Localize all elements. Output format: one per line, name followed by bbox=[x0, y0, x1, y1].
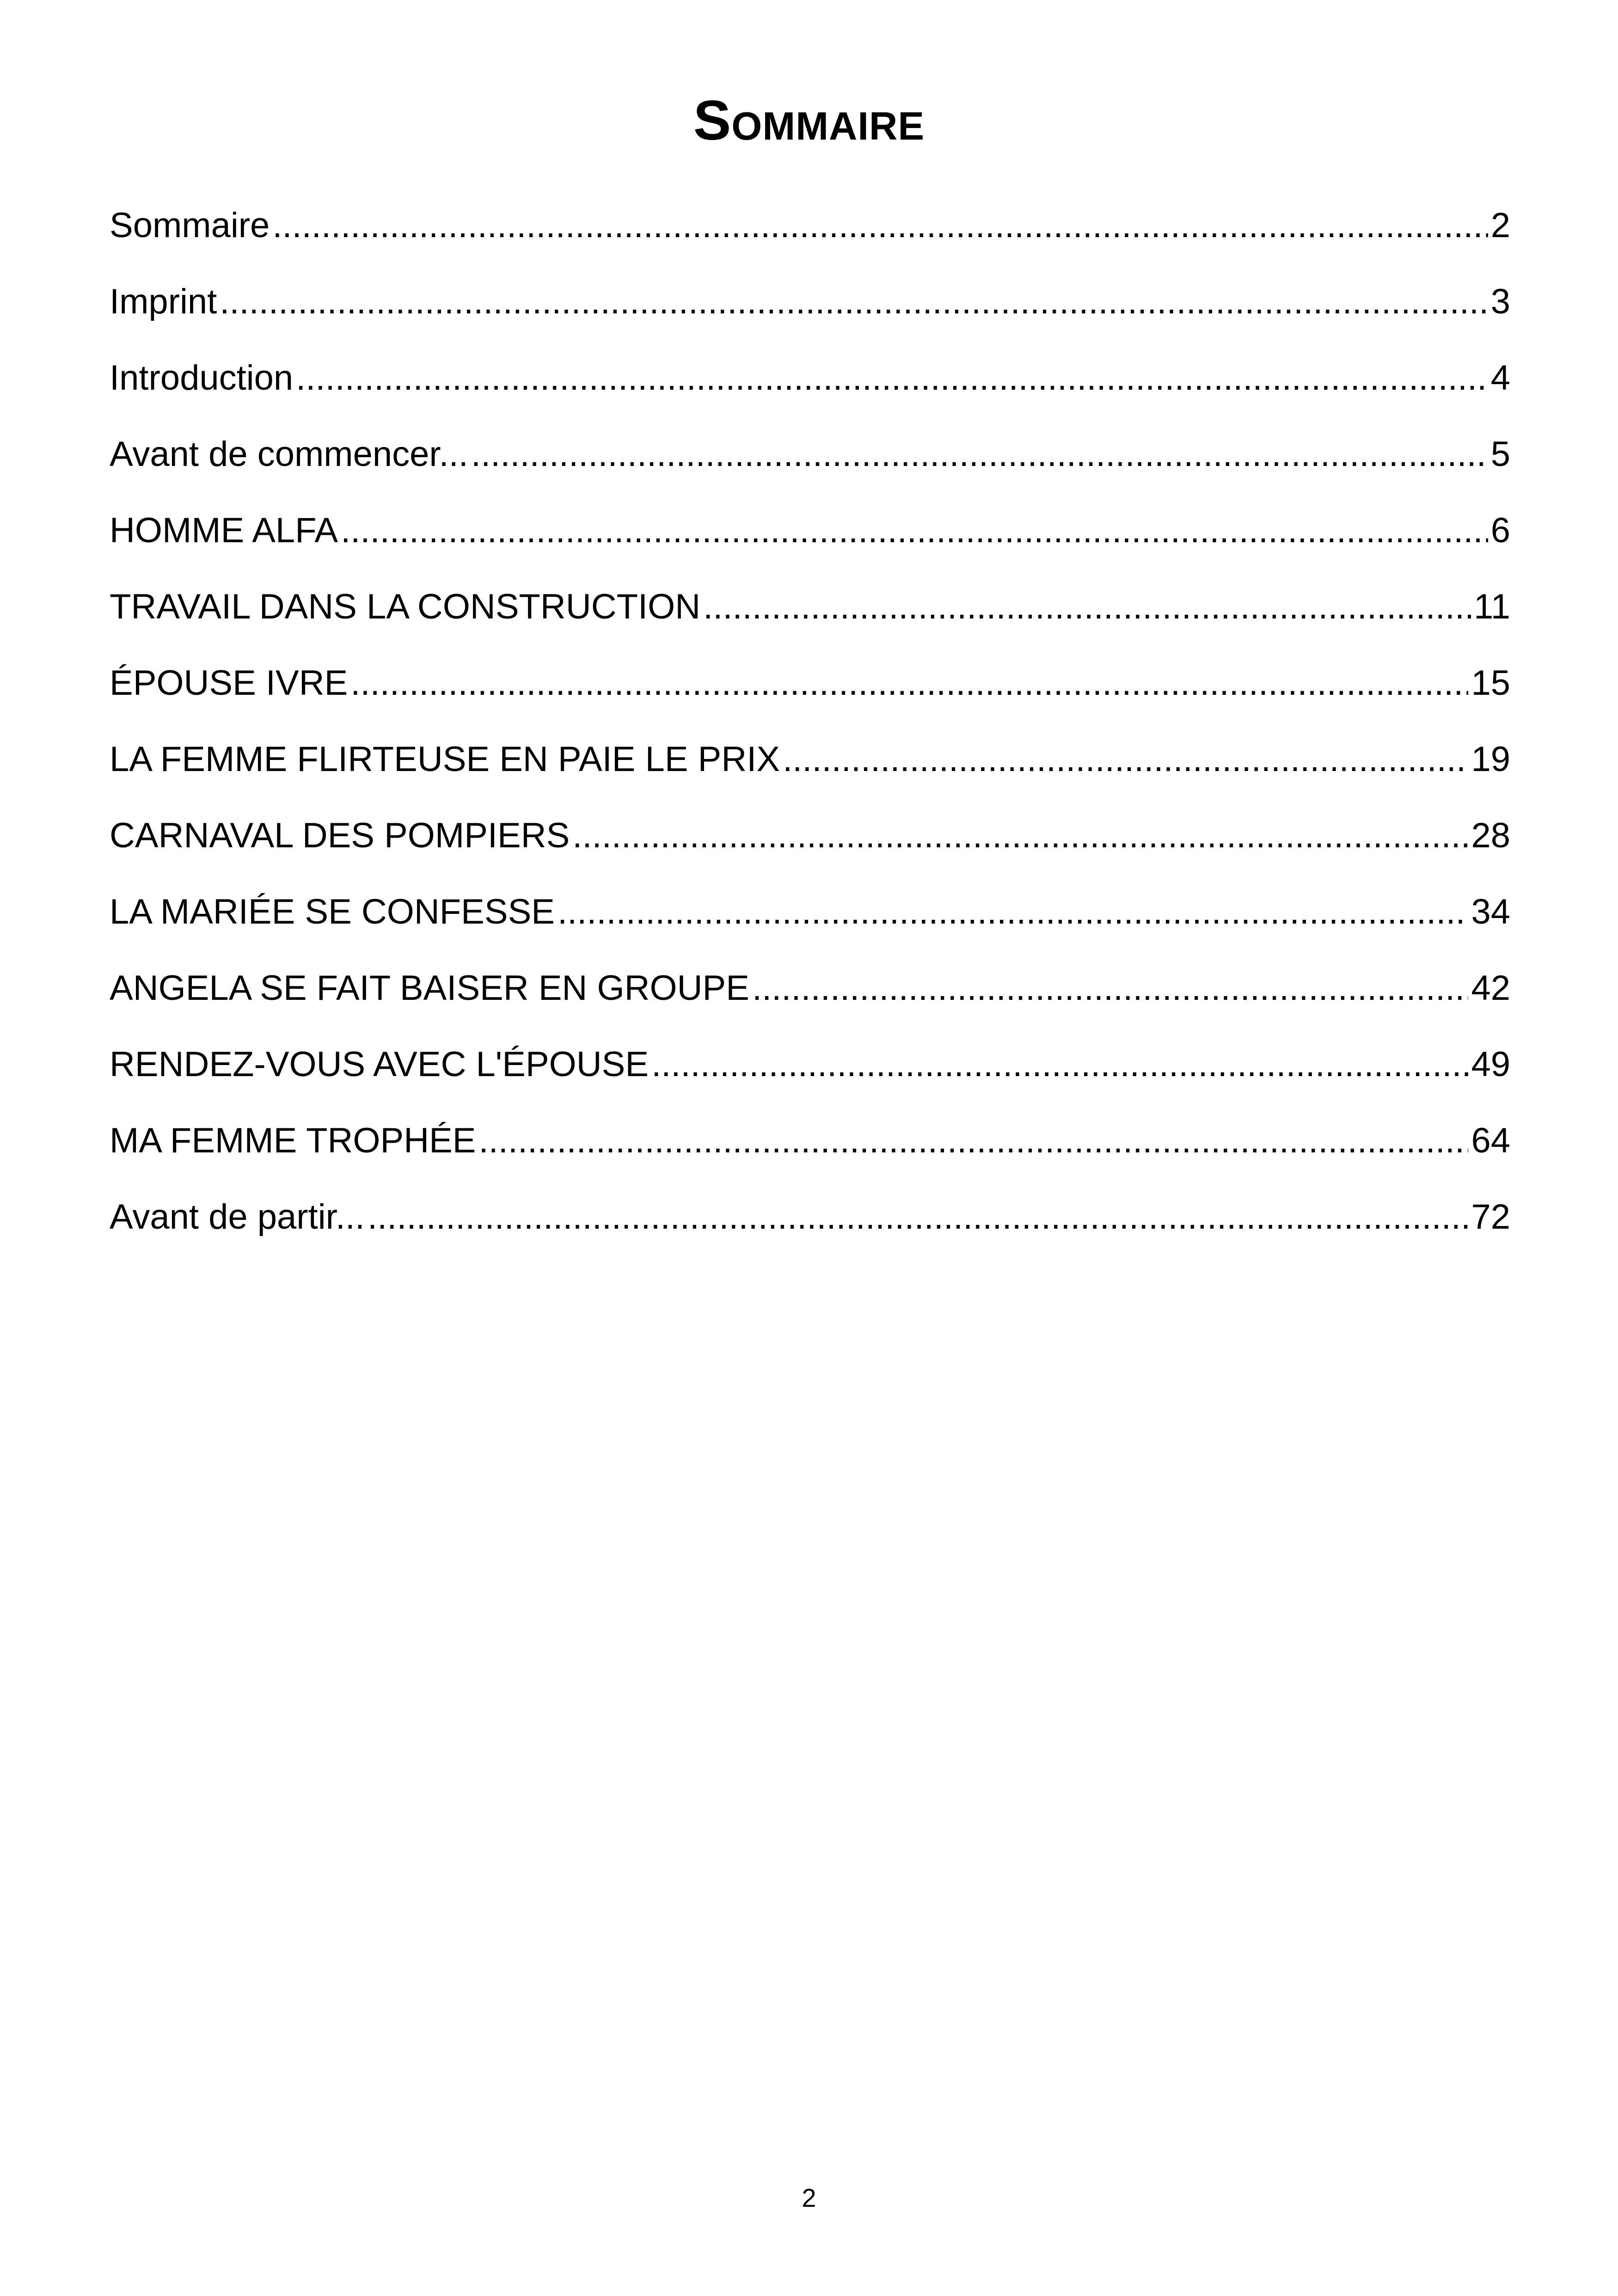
toc-entry-label: ANGELA SE FAIT BAISER EN GROUPE bbox=[110, 968, 749, 1008]
toc-entry-page: 28 bbox=[1471, 816, 1510, 855]
toc-entry[interactable] bbox=[110, 579, 1510, 655]
toc-entry-page: 64 bbox=[1471, 1121, 1510, 1160]
toc-entry[interactable] bbox=[110, 198, 1510, 274]
dot-leader bbox=[341, 503, 1488, 558]
toc-entry-page: 19 bbox=[1471, 740, 1510, 779]
dot-leader bbox=[478, 1113, 1468, 1169]
table-of-contents bbox=[110, 198, 1510, 1266]
toc-entry-label: RENDEZ-VOUS AVEC L'ÉPOUSE bbox=[110, 1045, 649, 1084]
dot-leader bbox=[272, 198, 1488, 253]
toc-entry[interactable] bbox=[110, 1113, 1510, 1189]
toc-entry-page: 4 bbox=[1490, 358, 1510, 398]
toc-entry-page: 2 bbox=[1490, 206, 1510, 245]
toc-entry[interactable] bbox=[110, 350, 1510, 427]
toc-entry[interactable] bbox=[110, 1037, 1510, 1113]
page-title: Sommaire bbox=[693, 89, 925, 152]
toc-entry[interactable] bbox=[110, 884, 1510, 961]
dot-leader bbox=[703, 579, 1471, 635]
toc-entry-label: LA MARIÉE SE CONFESSE bbox=[110, 892, 555, 931]
toc-entry-label: Sommaire bbox=[110, 206, 270, 245]
toc-entry-label: Introduction bbox=[110, 358, 294, 398]
toc-entry-page: 42 bbox=[1471, 968, 1510, 1008]
toc-entry-label: HOMME ALFA bbox=[110, 511, 338, 550]
toc-entry-label: ÉPOUSE IVRE bbox=[110, 663, 348, 703]
toc-entry-page: 5 bbox=[1490, 435, 1510, 474]
dot-leader bbox=[651, 1037, 1468, 1092]
toc-entry-page: 34 bbox=[1471, 892, 1510, 931]
toc-entry-page: 15 bbox=[1471, 663, 1510, 703]
toc-entry-page: 49 bbox=[1471, 1045, 1510, 1084]
dot-leader bbox=[572, 808, 1468, 863]
toc-entry-label: TRAVAIL DANS LA CONSTRUCTION bbox=[110, 587, 701, 626]
dot-leader bbox=[350, 655, 1468, 711]
toc-entry-label: LA FEMME FLIRTEUSE EN PAIE LE PRIX bbox=[110, 740, 780, 779]
toc-entry[interactable] bbox=[110, 732, 1510, 808]
toc-entry-label: CARNAVAL DES POMPIERS bbox=[110, 816, 570, 855]
toc-entry-page: 11 bbox=[1474, 587, 1510, 626]
dot-leader bbox=[783, 732, 1468, 787]
toc-entry[interactable] bbox=[110, 1189, 1510, 1266]
toc-entry-label: MA FEMME TROPHÉE bbox=[110, 1121, 476, 1160]
dot-leader bbox=[558, 884, 1469, 940]
page-number: 2 bbox=[802, 2183, 816, 2212]
toc-entry-page: 3 bbox=[1490, 282, 1510, 321]
toc-entry[interactable] bbox=[110, 503, 1510, 579]
dot-leader bbox=[220, 274, 1488, 330]
toc-entry[interactable] bbox=[110, 961, 1510, 1037]
toc-entry-page: 72 bbox=[1471, 1197, 1510, 1237]
toc-entry-label: Imprint bbox=[110, 282, 217, 321]
toc-entry-label: Avant de commencer... bbox=[110, 435, 468, 474]
toc-entry[interactable] bbox=[110, 274, 1510, 350]
dot-leader bbox=[296, 350, 1488, 406]
toc-entry[interactable] bbox=[110, 808, 1510, 884]
toc-entry[interactable] bbox=[110, 427, 1510, 503]
toc-entry-label: Avant de partir... bbox=[110, 1197, 365, 1237]
dot-leader bbox=[752, 961, 1469, 1016]
dot-leader bbox=[471, 427, 1488, 482]
dot-leader bbox=[368, 1189, 1468, 1245]
toc-entry[interactable] bbox=[110, 655, 1510, 732]
toc-entry-page: 6 bbox=[1490, 511, 1510, 550]
